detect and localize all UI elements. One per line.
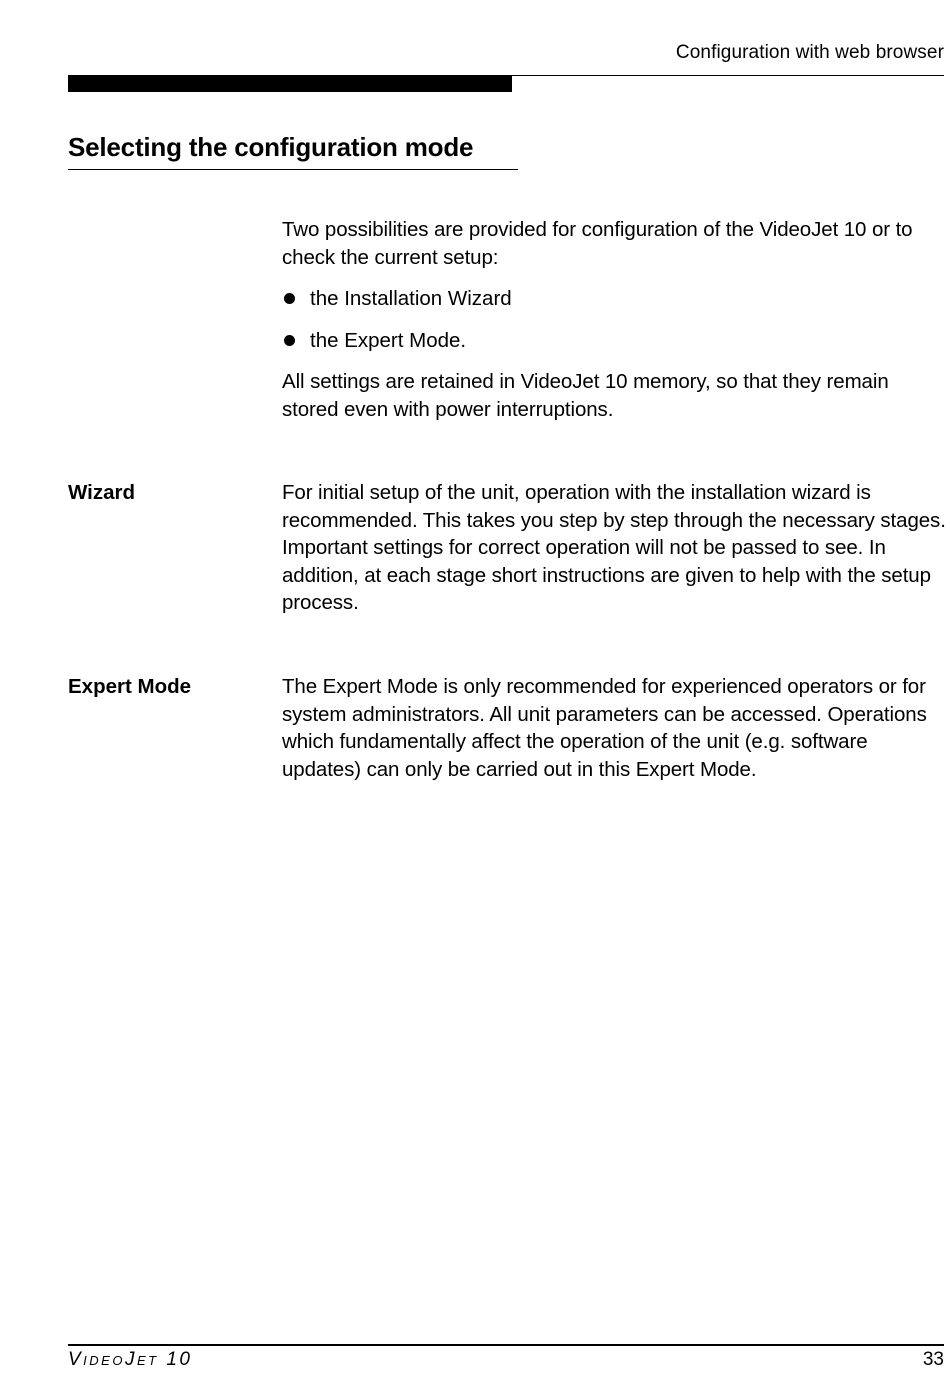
wizard-description: For initial setup of the unit, operation with the installation wizard is recommended. This takes you step by step through the necessary stages. Important settings for correct operation will not be passed to see. In addition, at each stage short instructions are given to help with the setup process. [282, 481, 946, 615]
expert-mode-label: Expert Mode [68, 675, 192, 698]
bullet-text: the Expert Mode. [310, 329, 467, 352]
bullet-icon [284, 335, 295, 346]
page-number: 33 [922, 1349, 944, 1370]
retention-note: All settings are retained in VideoJet 10 memory, so that they remain stored even with power interruptions. [282, 370, 889, 421]
bullet-icon [284, 293, 295, 304]
bullet-text: the Installation Wizard [310, 287, 512, 310]
intro-paragraph: Two possibilities are provided for configuration of the VideoJet 10 or to check the current setup: [282, 218, 913, 269]
bullet-item [282, 285, 512, 313]
footer-rule [68, 1344, 944, 1346]
wizard-label: Wizard [68, 481, 136, 504]
expert-mode-description: The Expert Mode is only recommended for experienced operators or for system administrators. All unit parameters can be accessed. Operations which fundamentally affect the operation of the unit (e.g. software updates) can only be carried out in this Expert Mode. [282, 675, 927, 781]
bullet-item [282, 327, 466, 355]
header-bar [68, 76, 512, 92]
section-title: Selecting the configuration mode [68, 132, 518, 170]
footer-brand: VideoJet 10 [68, 1349, 193, 1370]
running-header-title: Configuration with web browser [675, 42, 944, 63]
